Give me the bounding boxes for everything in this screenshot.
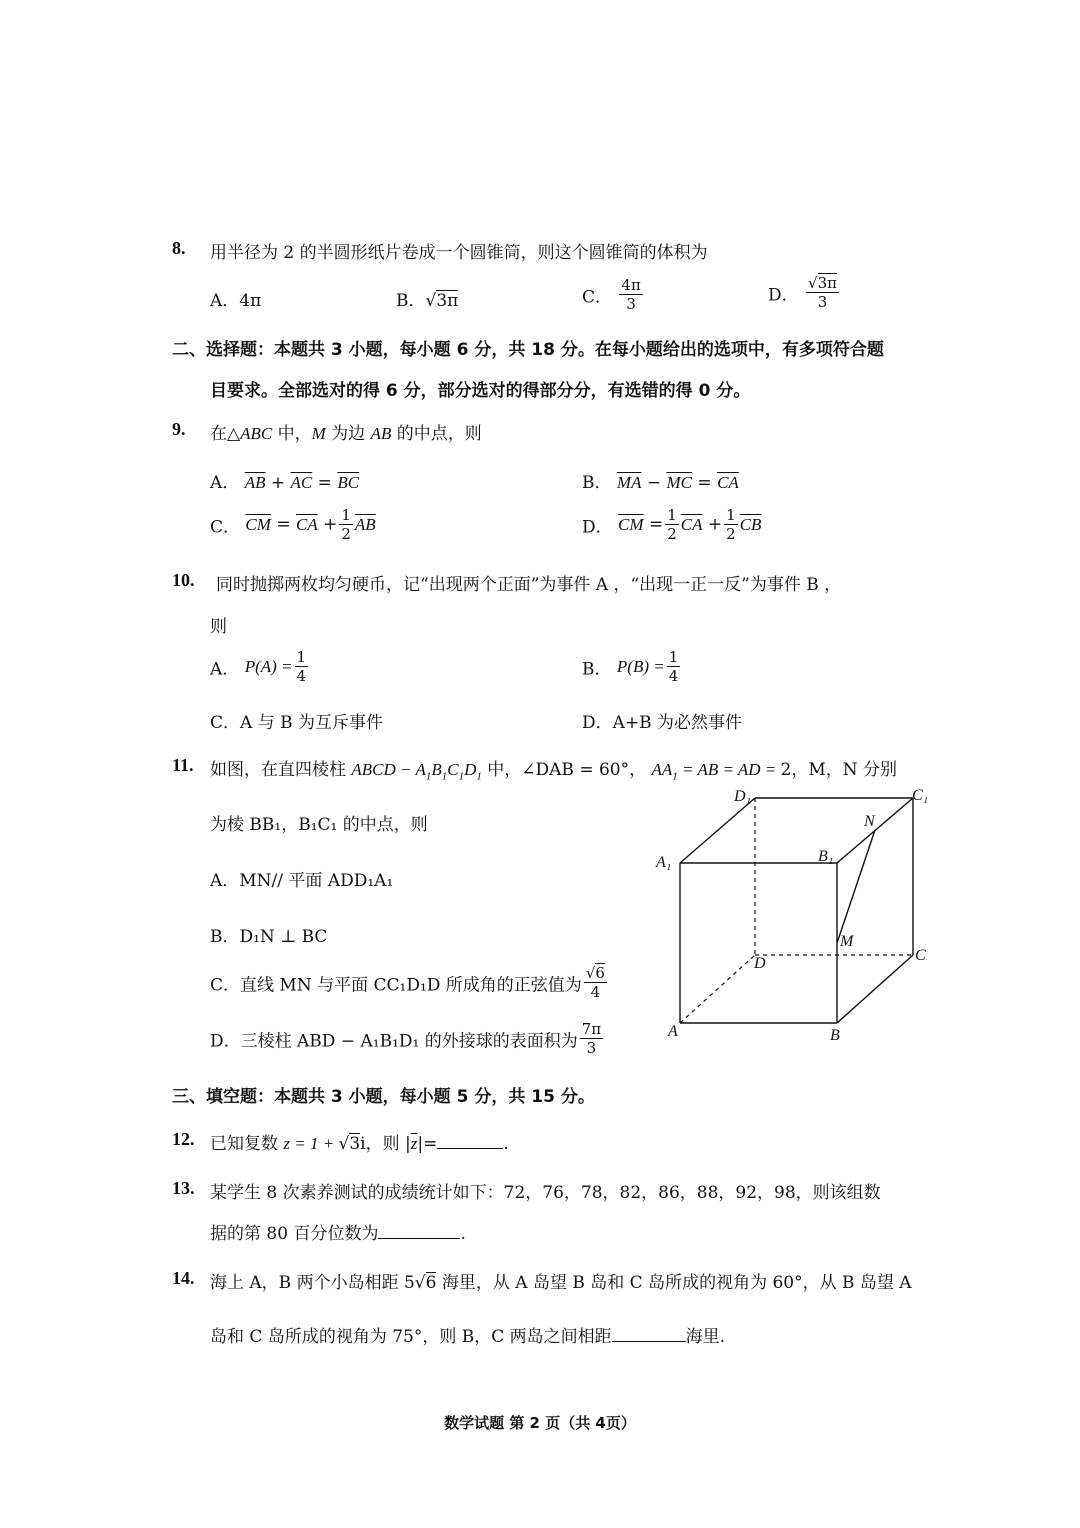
label-a: A — [668, 1023, 678, 1040]
label-d1: D₁ — [734, 788, 752, 805]
label-c: C — [915, 947, 926, 964]
q13-answer-blank[interactable] — [378, 1238, 460, 1239]
q12-answer-blank[interactable] — [437, 1148, 503, 1149]
section3-title: 三、填空题：本题共 3 小题，每小题 5 分，共 15 分。 — [172, 1087, 595, 1107]
q10-option-c: C．A 与 B 为互斥事件 — [210, 713, 383, 733]
q14-answer-blank[interactable] — [612, 1341, 686, 1342]
q9-option-b: B． $\overline{MA} - \overline{MC} = \overline{CA}$ — [582, 473, 739, 493]
q11-number: 11. — [172, 755, 194, 775]
label-d: D — [754, 955, 766, 972]
q13-stem-line1: 某学生 8 次素养测试的成绩统计如下：72，76，78，82，86，88，92，98，则该组数 — [210, 1183, 881, 1203]
q11-option-c: C．直线 MN 与平面 CC₁D₁D 所成角的正弦值为 $\frac{√6}{4}$ — [210, 964, 605, 1001]
q8-option-b: B．√3π — [396, 291, 459, 311]
page-footer: 数学试题 第 2 页（共 4页） — [444, 1414, 636, 1432]
label-b: B — [830, 1027, 840, 1044]
q9-number: 9. — [172, 419, 186, 439]
label-b1: B₁ — [818, 848, 834, 865]
q9-option-a: A． $\overline{AB} + \overline{AC} = \overline{BC}$ — [210, 473, 360, 493]
q14-number: 14. — [172, 1268, 195, 1288]
q10-stem-line2: 则 — [210, 617, 227, 637]
q9-option-c: C． $\overline{CM} = \overline{CA}$ + $\frac{1}{2}$ $\overline{AB}$ — [210, 506, 376, 543]
q8-number: 8. — [172, 238, 186, 258]
q11-option-a: A．MN// 平面 ADD₁A₁ — [210, 871, 394, 891]
label-m: M — [840, 933, 854, 950]
q13-stem-line2: 据的第 80 百分位数为 . — [210, 1224, 466, 1244]
q13-number: 13. — [172, 1178, 195, 1198]
q12-stem: 已知复数 z = 1 + √3i，则 $|\overline{z}|=$ . — [210, 1134, 509, 1154]
q11-option-d: D．三棱柱 ABD − A₁B₁D₁ 的外接球的表面积为 $\frac{7\pi}{3}$ — [210, 1020, 602, 1057]
q10-number: 10. — [172, 570, 195, 590]
q10-option-b: B． P(B) = $\frac{1}{4}$ — [582, 648, 679, 685]
section2-title-line2: 目要求。全部选对的得 6 分，部分选对的得部分分，有选错的得 0 分。 — [210, 381, 751, 401]
q8-option-c: C． $\frac{4\pi}{3}$ — [582, 276, 641, 313]
q14-stem-line1: 海上 A，B 两个小岛相距 5√6 海里，从 A 岛望 B 岛和 C 岛所成的视角为 60°，从 B 岛望 A — [210, 1273, 912, 1293]
q11-option-b: B．D₁N ⊥ BC — [210, 927, 328, 947]
q10-option-d: D．A+B 为必然事件 — [582, 713, 743, 733]
q8-option-d: D． $\frac{√3\pi}{3}$ — [768, 274, 838, 311]
label-a1: A₁ — [656, 854, 672, 871]
q9-stem: 在△ABC 中，M 为边 AB 的中点，则 — [210, 424, 482, 444]
label-n: N — [864, 813, 875, 830]
prism-figure — [650, 780, 940, 1050]
q10-option-a: A． P(A) = $\frac{1}{4}$ — [210, 648, 307, 685]
section2-title-line1: 二、选择题：本题共 3 小题，每小题 6 分，共 18 分。在每小题给出的选项中，有多项符合题 — [172, 340, 884, 360]
q11-stem: 如图，在直四棱柱 ABCD − $A_1B_1C_1D_1$ 中，∠DAB = 60°， $AA_1$ = AB = AD = 2，M，N 分别 — [210, 760, 898, 783]
q14-stem-line2: 岛和 C 岛所成的视角为 75°，则 B，C 两岛之间相距 海里. — [210, 1327, 726, 1347]
q8-option-a: A．4π — [210, 291, 262, 311]
q12-number: 12. — [172, 1129, 195, 1149]
q9-option-d: D． $\overline{CM}$ = $\frac{1}{2}$ $\overline{CA}$ + $\frac{1}{2}$ $\overline{CB}$ — [582, 506, 762, 543]
label-c1: C₁ — [912, 787, 929, 804]
q8-stem: 用半径为 2 的半圆形纸片卷成一个圆锥筒，则这个圆锥筒的体积为 — [210, 243, 708, 263]
q10-stem: 同时抛掷两枚均匀硬币，记“出现两个正面”为事件 A ，“出现一正一反”为事件 B ， — [216, 575, 842, 595]
q11-stem-line2: 为棱 BB₁，B₁C₁ 的中点，则 — [210, 815, 428, 835]
